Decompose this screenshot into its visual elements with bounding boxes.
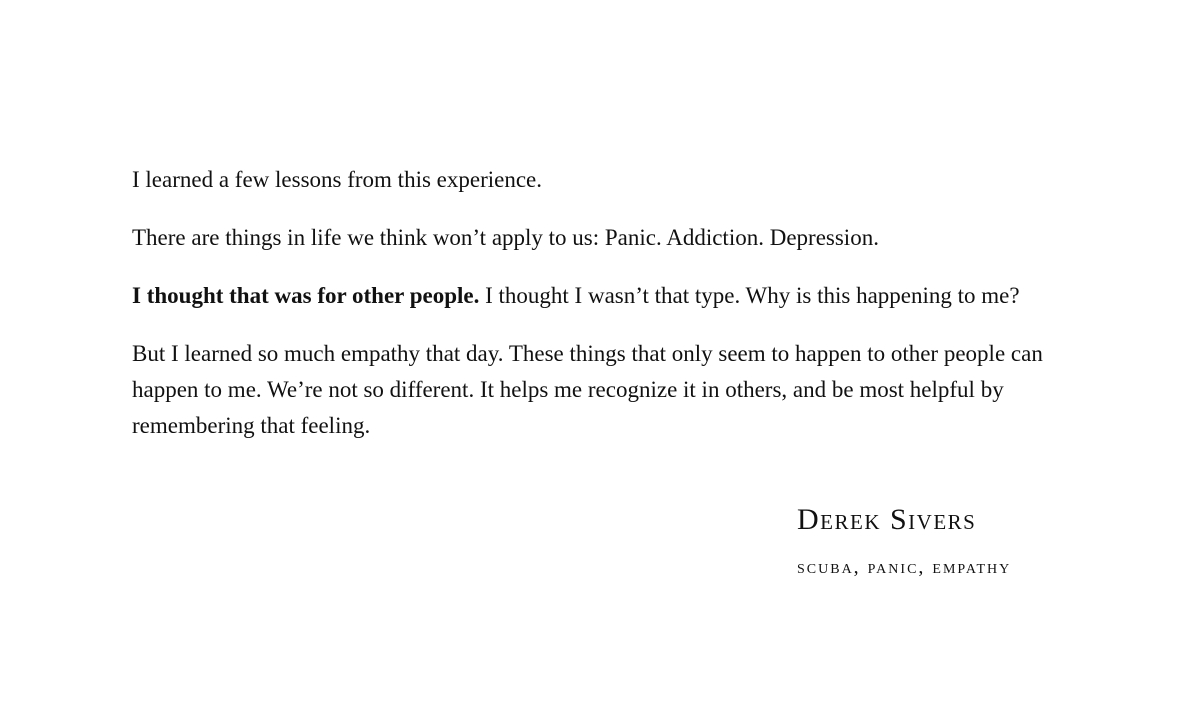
paragraph-empathy: But I learned so much empathy that day. These things that only seem to happen to other people can happen to me. We’re not so different. It helps me recognize it in others, and be most helpful by remembering that feeling. (132, 341, 1043, 438)
attribution (797, 500, 1097, 580)
paragraph-other-people (132, 278, 1092, 314)
bold-statement: I thought that was for other people. (132, 283, 480, 308)
article-body (132, 162, 1092, 466)
source-title: scuba, panic, empathy (797, 556, 1012, 578)
author-name: Derek Sivers (797, 503, 977, 536)
paragraph-lessons: I learned a few lessons from this experience. (132, 167, 543, 192)
paragraph-other-people-rest: I thought I wasn’t that type. Why is this happening to me? (479, 283, 1020, 308)
paragraph-things-in-life: There are things in life we think won’t apply to us: Panic. Addiction. Depression. (132, 225, 879, 250)
